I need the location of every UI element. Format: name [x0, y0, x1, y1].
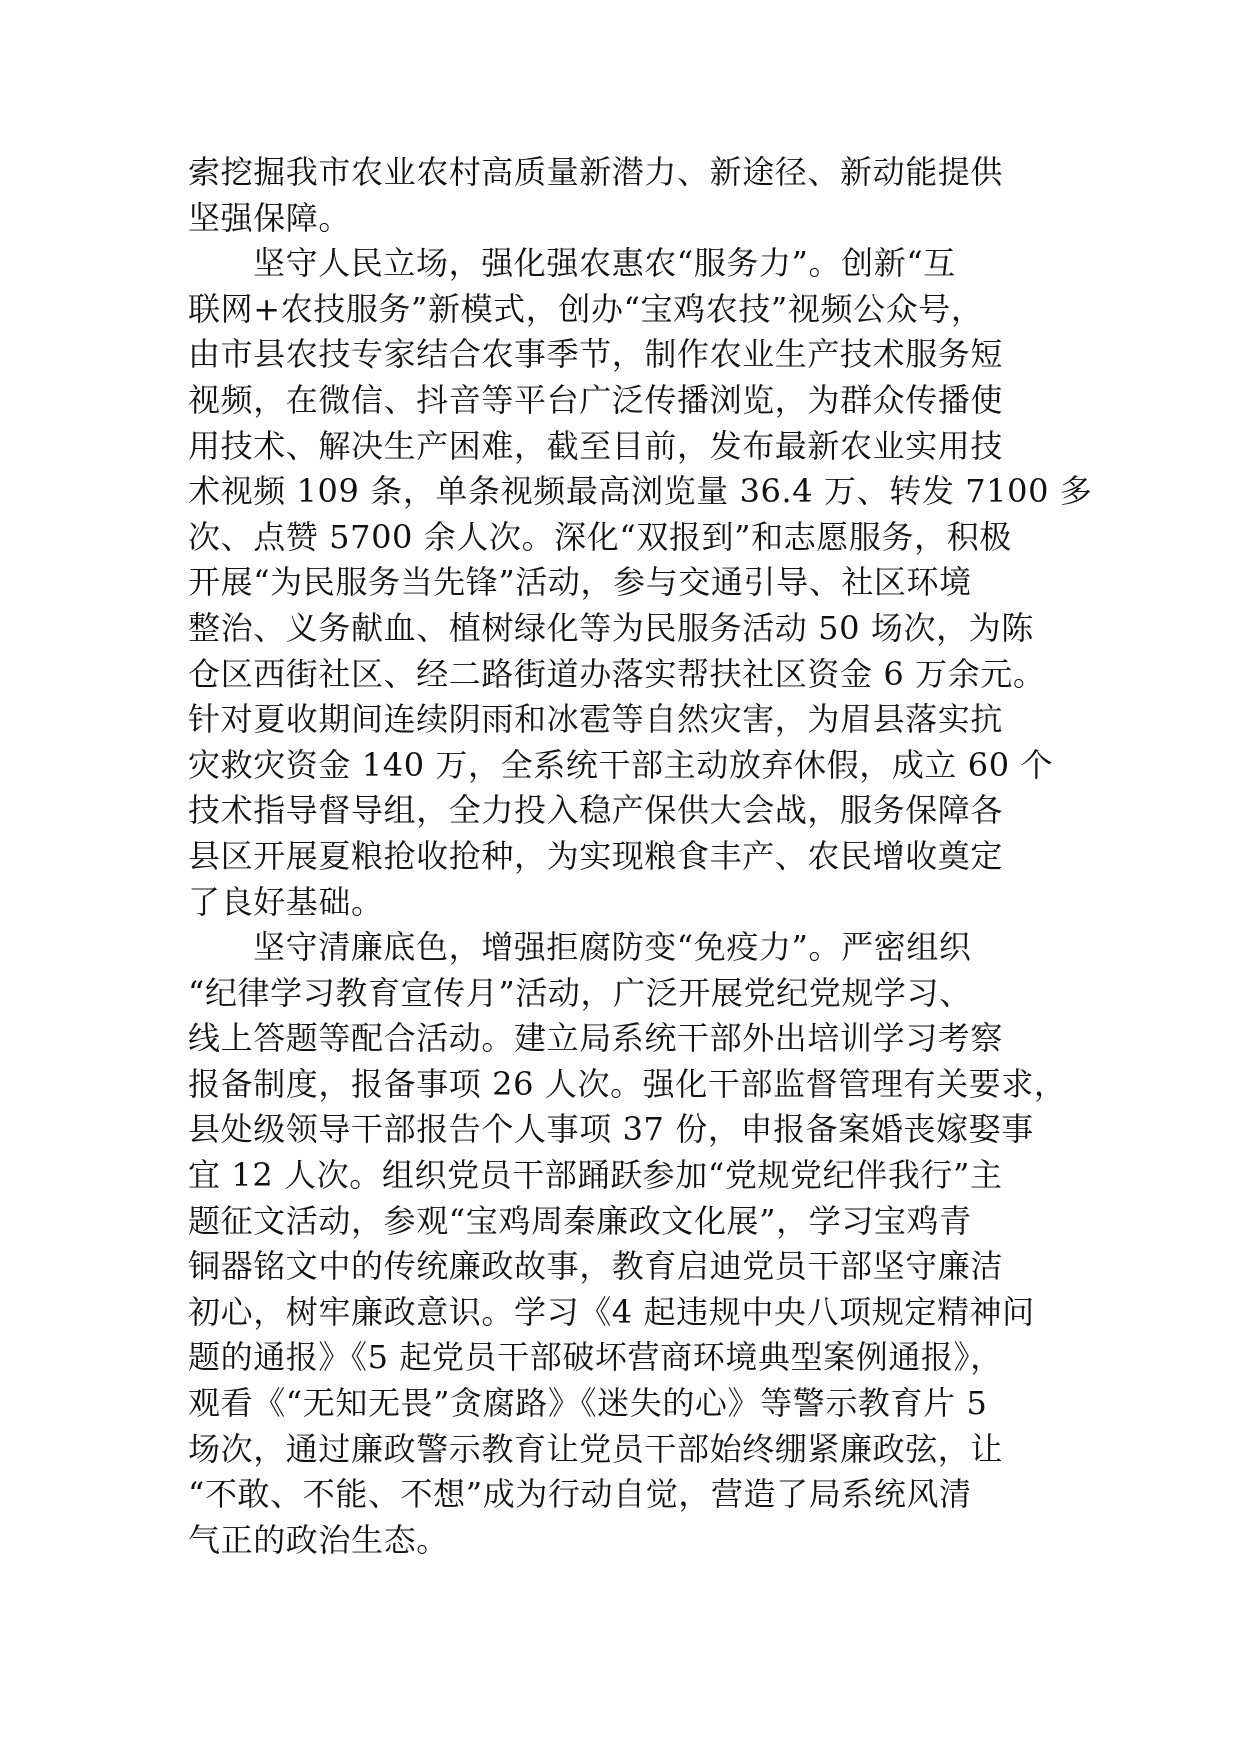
- text-line: 报备制度，报备事项 26 人次。强化干部监督管理有关要求，: [188, 1064, 1067, 1103]
- text-line: 场次，通过廉政警示教育让党员干部始终绷紧廉政弦，让: [188, 1429, 1004, 1468]
- text-line: 县区开展夏粮抢收抢种，为实现粮食丰产、农民增收奠定: [188, 836, 1004, 875]
- text-line: “纪律学习教育宣传月”活动，广泛开展党纪党规学习、: [188, 973, 972, 1012]
- text-line: 铜器铭文中的传统廉政故事，教育启迪党员干部坚守廉洁: [188, 1247, 1004, 1286]
- text-line: 仓区西街社区、经二路街道办落实帮扶社区资金 6 万余元。: [188, 654, 1046, 693]
- text-line: 术视频 109 条，单条视频最高浏览量 36.4 万、转发 7100 多: [188, 472, 1093, 511]
- text-line: 宜 12 人次。组织党员干部踊跃参加“党规党纪伴我行”主: [188, 1156, 1003, 1195]
- text-line: 索挖掘我市农业农村高质量新潜力、新途径、新动能提供: [188, 153, 1004, 191]
- text-line: 观看《“无知无畏”贪腐路》《迷失的心》等警示教育片 5: [188, 1384, 988, 1423]
- paragraph-integrity: [188, 925, 1067, 1563]
- text-line: 题征文活动，参观“宝鸡周秦廉政文化展”，学习宝鸡青: [188, 1201, 972, 1240]
- text-line: 气正的政治生态。: [188, 1520, 449, 1559]
- text-line: 用技术、解决生产困难，截至目前，发布最新农业实用技: [188, 426, 1004, 465]
- text-line: 针对夏收期间连续阴雨和冰雹等自然灾害，为眉县落实抗: [188, 700, 1004, 739]
- paragraph-service: [188, 241, 1093, 925]
- text-line: 初心，树牢廉政意识。学习《4 起违规中央八项规定精神问: [188, 1292, 1035, 1331]
- document-body: [188, 150, 1093, 1563]
- text-line: 联网+农技服务”新模式，创办“宝鸡农技”视频公众号，: [188, 289, 984, 328]
- text-line: 坚守清廉底色，增强拒腐防变“免疫力”。严密组织: [253, 928, 972, 967]
- text-line: “不敢、不能、不想”成为行动自觉，营造了局系统风清: [188, 1475, 972, 1514]
- paragraph-continuation: [188, 150, 1058, 241]
- text-line: 次、点赞 5700 余人次。深化“双报到”和志愿服务，积极: [188, 517, 1012, 556]
- text-line: 灾救灾资金 140 万，全系统干部主动放弃休假，成立 60 个: [188, 745, 1054, 784]
- text-line: 由市县农技专家结合农事季节，制作农业生产技术服务短: [188, 335, 1004, 374]
- text-line: 视频，在微信、抖音等平台广泛传播浏览，为群众传播使: [188, 380, 1004, 419]
- text-line: 坚强保障。: [188, 198, 352, 237]
- text-line: 开展“为民服务当先锋”活动，参与交通引导、社区环境: [188, 563, 972, 602]
- text-line: 了良好基础。: [188, 882, 384, 921]
- text-line: 县处级领导干部报告个人事项 37 份，申报备案婚丧嫁娶事: [188, 1110, 1034, 1149]
- text-line: 技术指导督导组，全力投入稳产保供大会战，服务保障各: [188, 791, 1004, 830]
- text-line: 坚守人民立场，强化强农惠农“服务力”。创新“互: [253, 244, 956, 283]
- text-line: 整治、义务献血、植树绿化等为民服务活动 50 场次，为陈: [188, 608, 1034, 647]
- text-line: 题的通报》《5 起党员干部破坏营商环境典型案例通报》，: [188, 1338, 1003, 1377]
- text-line: 线上答题等配合活动。建立局系统干部外出培训学习考察: [188, 1019, 1004, 1058]
